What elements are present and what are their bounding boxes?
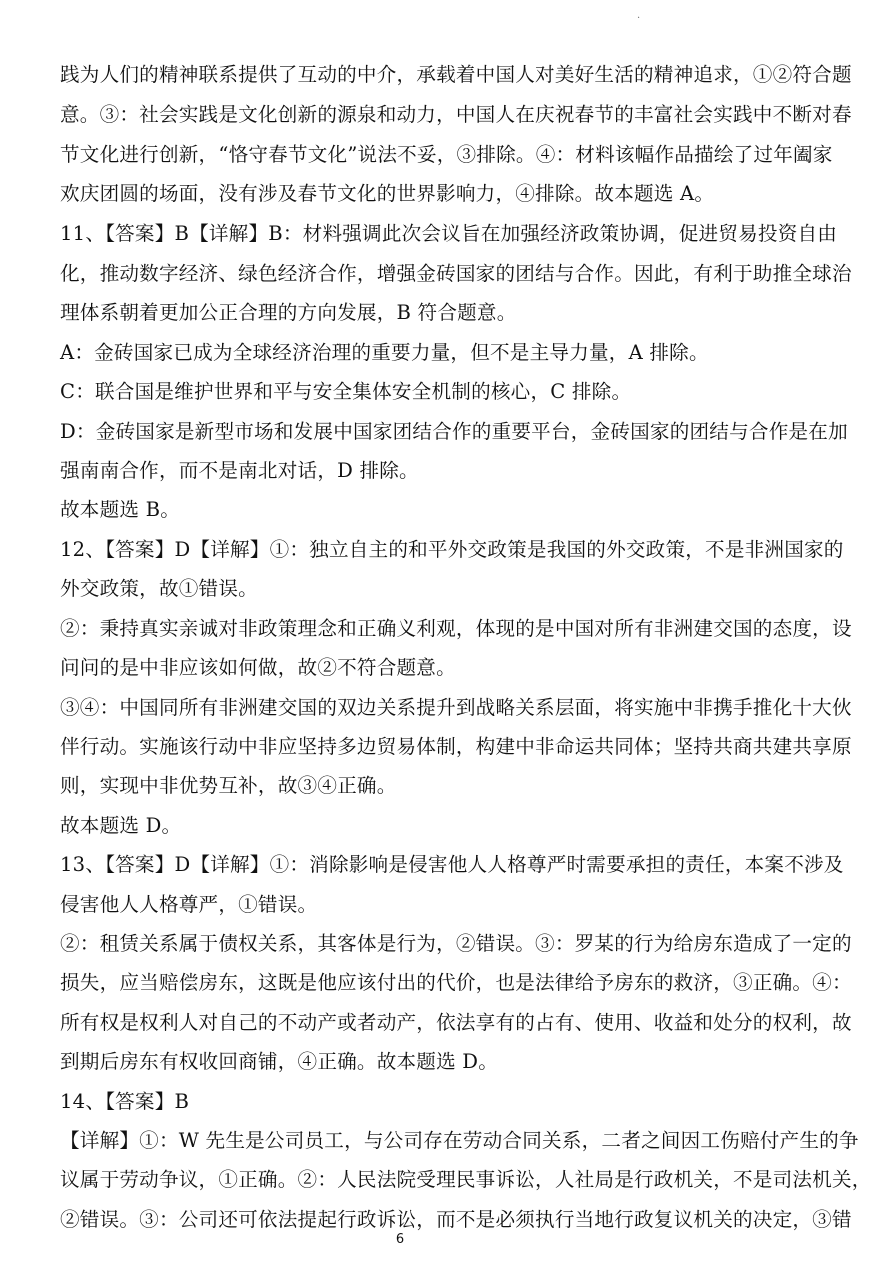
question-13-header: 13、【答案】D【详解】①：消除影响是侵害他人人格尊严时需要承担的责任，本案不涉及	[60, 853, 844, 876]
text-line: 强南南合作，而不是南北对话，D 排除。	[60, 459, 419, 482]
text-line: 理体系朝着更加公正合理的方向发展，B 符合题意。	[60, 301, 517, 324]
text-line: 议属于劳动争议，①正确。②：人民法院受理民事诉讼，人社局是行政机关，不是司法机关，	[60, 1168, 872, 1191]
corner-mark: ·	[637, 13, 641, 24]
text-line: 到期后房东有权收回商铺，④正确。故本题选 D。	[60, 1050, 499, 1073]
question-12-header: 12、【答案】D【详解】①：独立自主的和平外交政策是我国的外交政策，不是非洲国家的	[60, 538, 844, 561]
text-line: ③④：中国同所有非洲建交国的双边关系提升到战略关系层面，将实施中非携手推化十大伙	[60, 696, 852, 719]
option-a-explanation: A：金砖国家已成为全球经济治理的重要力量，但不是主导力量，A 排除。	[60, 341, 709, 364]
text-line: 则，实现中非优势互补，故③④正确。	[60, 774, 397, 797]
text-line: 【详解】①：W 先生是公司员工，与公司存在劳动合同关系，二者之间因工伤赔付产生的争	[60, 1129, 859, 1152]
text-line: 欢庆团圆的场面，没有涉及春节文化的世界影响力，④排除。故本题选 A。	[60, 182, 715, 205]
answer-conclusion: 故本题选 D。	[60, 814, 182, 837]
text-line: 伴行动。实施该行动中非应坚持多边贸易体制，构建中非命运共同体；坚持共商共建共享原	[60, 735, 852, 758]
text-line: 践为人们的精神联系提供了互动的中介，承载着中国人对美好生活的精神追求，①②符合题	[60, 63, 852, 86]
option-c-explanation: C：联合国是维护世界和平与安全集体安全机制的核心，C 排除。	[60, 380, 632, 403]
text-line: 化，推动数字经济、绿色经济合作，增强金砖国家的团结与合作。因此，有利于助推全球治	[60, 262, 852, 285]
text-line: 问问的是中非应该如何做，故②不符合题意。	[60, 656, 456, 679]
text-line: 意。③：社会实践是文化创新的源泉和动力，中国人在庆祝春节的丰富社会实践中不断对春	[60, 103, 852, 126]
text-line: 节文化进行创新，“恪守春节文化”说法不妥，③排除。④：材料该幅作品描绘了过年阖家	[60, 143, 833, 166]
text-line: 侵害他人人格尊严，①错误。	[60, 893, 318, 916]
text-line: ②：秉持真实亲诚对非政策理念和正确义利观，体现的是中国对所有非洲建交国的态度，设	[60, 617, 852, 640]
text-line: 外交政策，故①错误。	[60, 577, 258, 600]
answer-conclusion: 故本题选 B。	[60, 498, 180, 521]
text-line: ②错误。③：公司还可依法提起行政诉讼，而不是必须执行当地行政复议机关的决定，③错	[60, 1208, 852, 1231]
text-line: 所有权是权利人对自己的不动产或者动产，依法享有的占有、使用、收益和处分的权利，故	[60, 1011, 852, 1034]
page-number: 6	[395, 1232, 405, 1247]
question-11-header: 11、【答案】B【详解】B：材料强调此次会议旨在加强经济政策协调，促进贸易投资自由	[60, 222, 838, 245]
option-d-explanation: D：金砖国家是新型市场和发展中国家团结合作的重要平台，金砖国家的团结与合作是在加	[60, 420, 848, 443]
text-line: ②：租赁关系属于债权关系，其客体是行为，②错误。③：罗某的行为给房东造成了一定的	[60, 932, 852, 955]
text-line: 损失，应当赔偿房东，这既是他应该付出的代价，也是法律给予房东的救济，③正确。④：	[60, 971, 852, 994]
question-14-header: 14、【答案】B	[60, 1090, 190, 1113]
